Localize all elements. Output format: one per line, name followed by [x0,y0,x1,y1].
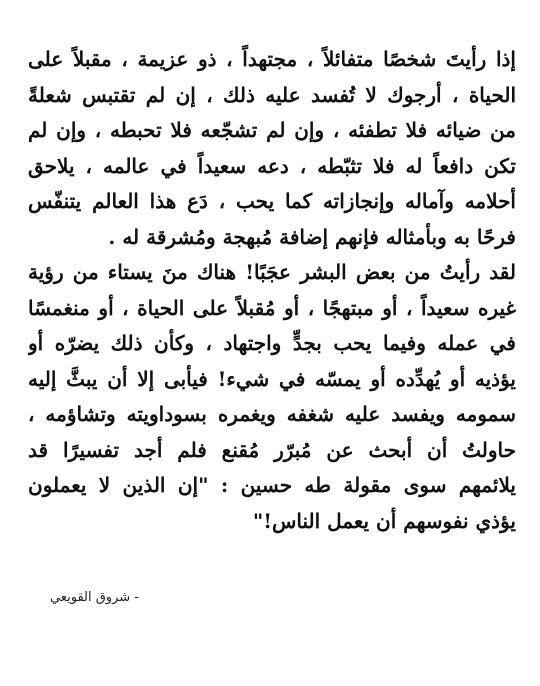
text-line: حاولتُ أن أبحث عن مُبرّر مُقنع فلم أجد تفسيرًا قد [28,437,516,462]
text-line: الحياة ، أرجوك لا تُفسد عليه ذلك ، إن لم تقتبس شعلةً [28,82,516,107]
text-line: يؤذي نفوسهم أن يعمل الناس!" [252,508,516,533]
quote-text [28,42,516,539]
text-line: يلائمهم سوى مقولة طه حسين : "إن الذين لا يعملون [28,473,516,497]
text-line: تكن دافعاً له فلا تثبّطه ، دعه سعيداً في عالمه ، يلاحق [28,153,516,178]
text-line: سمومه ويفسد عليه شغفه ويغمره بسوداويته وتشاؤمه ، [28,402,516,426]
text-line: في عمله وفيما يحب بجدٍّ واجتهاد ، وكأن ذلك يضرّه أو [28,331,516,355]
text-line: لقد رأيتُ من بعض البشر عجَبًا! هناك منَ يستاء من رؤية [28,260,516,284]
text-line: من ضيائه فلا تطفئه ، وإن لم تشجّعه فلا تحبطه ، وإن لم [28,118,516,142]
text-line: فرحًا به وبأمثاله فإنهم إضافة مُبهجة ومُشرقة له . [108,224,516,249]
text-line: غيره سعيداً ، أو مبتهجًا ، أو مُقبلاً على الحياة ، أو منغمسًا [28,295,516,320]
text-line: أحلامه وآماله وإنجازاته كما يحب ، دَع هذا العالم يتنفّس [28,189,516,213]
author-signature: - شروق القويعي [50,590,139,605]
text-line: يؤذيه أو يُهدِّده أو يمسّه في شيء! فيأبى إلا أن يبثَّ إليه [28,366,516,391]
text-line: إذا رأيتَ شخصًا متفائلاً ، مجتهداً ، ذو عزيمة ، مقبلاً على [28,47,516,71]
